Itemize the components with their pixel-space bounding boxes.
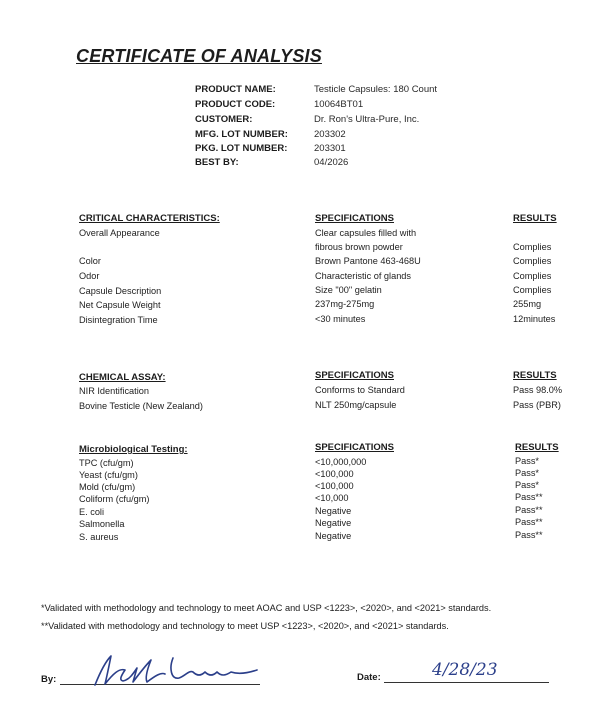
info-label-mfg-lot: MFG. LOT NUMBER: [195,129,288,140]
date-line [384,682,549,683]
critical-row-name: Net Capsule Weight [79,300,161,310]
micro-row-name: Coliform (cfu/gm) [79,494,150,504]
micro-row-name: Mold (cfu/gm) [79,482,136,492]
micro-row-result: Pass** [515,492,543,502]
micro-row-name: S. aureus [79,532,119,542]
critical-row-result: Complies [513,285,552,295]
page-title: CERTIFICATE OF ANALYSIS [76,46,322,66]
info-value-product-code: 10064BT01 [314,99,364,110]
handwritten-signature [85,650,265,690]
critical-row-name: Overall Appearance [79,228,160,238]
footnote-single-asterisk: *Validated with methodology and technology to meet AOAC and USP <1223>, <2020>, and <2021> standards. [41,603,492,613]
micro-spec-heading: SPECIFICATIONS [315,442,394,453]
micro-row-result: Pass* [515,480,540,490]
footnote-double-asterisk: **Validated with methodology and technology to meet USP <1223>, <2020>, and <2021> standards. [41,621,449,631]
critical-heading: CRITICAL CHARACTERISTICS: [79,213,220,224]
info-value-pkg-lot: 203301 [314,143,346,154]
chemical-row-name: NIR Identification [79,386,149,396]
micro-row-result: Pass** [515,505,543,515]
micro-row-spec: <10,000 [315,493,349,503]
date-label: Date: [357,672,381,683]
critical-row-spec: Clear capsules filled with [315,228,417,238]
critical-row-spec: 237mg-275mg [315,299,375,309]
handwritten-date: 4/28/23 [432,660,498,680]
micro-row-spec: <100,000 [315,481,354,491]
micro-row-result: Pass** [515,517,543,527]
signed-by-label: By: [41,674,57,685]
micro-row-name: Salmonella [79,519,125,529]
critical-row-result: Complies [513,256,552,266]
micro-row-result: Pass* [515,456,540,466]
info-label-product-code: PRODUCT CODE: [195,99,276,110]
info-label-best-by: BEST BY: [195,157,239,168]
info-label-product-name: PRODUCT NAME: [195,84,276,95]
info-label-pkg-lot: PKG. LOT NUMBER: [195,143,288,154]
critical-row-result: Complies [513,271,552,281]
micro-row-name: E. coli [79,507,105,517]
info-label-customer: CUSTOMER: [195,114,253,125]
chemical-row-result: Pass (PBR) [513,400,561,410]
micro-row-spec: Negative [315,531,352,541]
critical-row-spec: Brown Pantone 463-468U [315,256,421,266]
critical-row-name: Capsule Description [79,286,162,296]
micro-row-spec: Negative [315,518,352,528]
micro-row-spec: Negative [315,506,352,516]
critical-row-spec: Characteristic of glands [315,271,412,281]
micro-row-name: TPC (cfu/gm) [79,458,134,468]
micro-results-heading: RESULTS [515,442,559,453]
chemical-row-result: Pass 98.0% [513,385,563,395]
chemical-spec-heading: SPECIFICATIONS [315,370,394,381]
micro-row-name: Yeast (cfu/gm) [79,470,138,480]
critical-spec-heading: SPECIFICATIONS [315,213,394,224]
micro-heading: Microbiological Testing: [79,444,188,455]
chemical-row-spec: NLT 250mg/capsule [315,400,397,410]
info-value-customer: Dr. Ron's Ultra-Pure, Inc. [314,114,420,125]
critical-results-heading: RESULTS [513,213,557,224]
micro-row-spec: <10,000,000 [315,457,367,467]
critical-row-spec: Size "00" gelatin [315,285,382,295]
critical-row-result: 255mg [513,299,542,309]
info-value-product-name: Testicle Capsules: 180 Count [314,84,438,95]
micro-row-result: Pass** [515,530,543,540]
critical-row-name: Color [79,256,101,266]
micro-row-spec: <100,000 [315,469,354,479]
chemical-row-name: Bovine Testicle (New Zealand) [79,401,203,411]
critical-row-spec: <30 minutes [315,314,366,324]
critical-row-result: Complies [513,242,552,252]
critical-row-result: 12minutes [513,314,556,324]
critical-row-spec-continued: fibrous brown powder [315,242,403,252]
info-value-mfg-lot: 203302 [314,129,346,140]
chemical-heading: CHEMICAL ASSAY: [79,372,166,383]
critical-row-name: Odor [79,271,100,281]
chemical-row-spec: Conforms to Standard [315,385,405,395]
chemical-results-heading: RESULTS [513,370,557,381]
critical-row-name: Disintegration Time [79,315,158,325]
micro-row-result: Pass* [515,468,540,478]
info-value-best-by: 04/2026 [314,157,349,168]
